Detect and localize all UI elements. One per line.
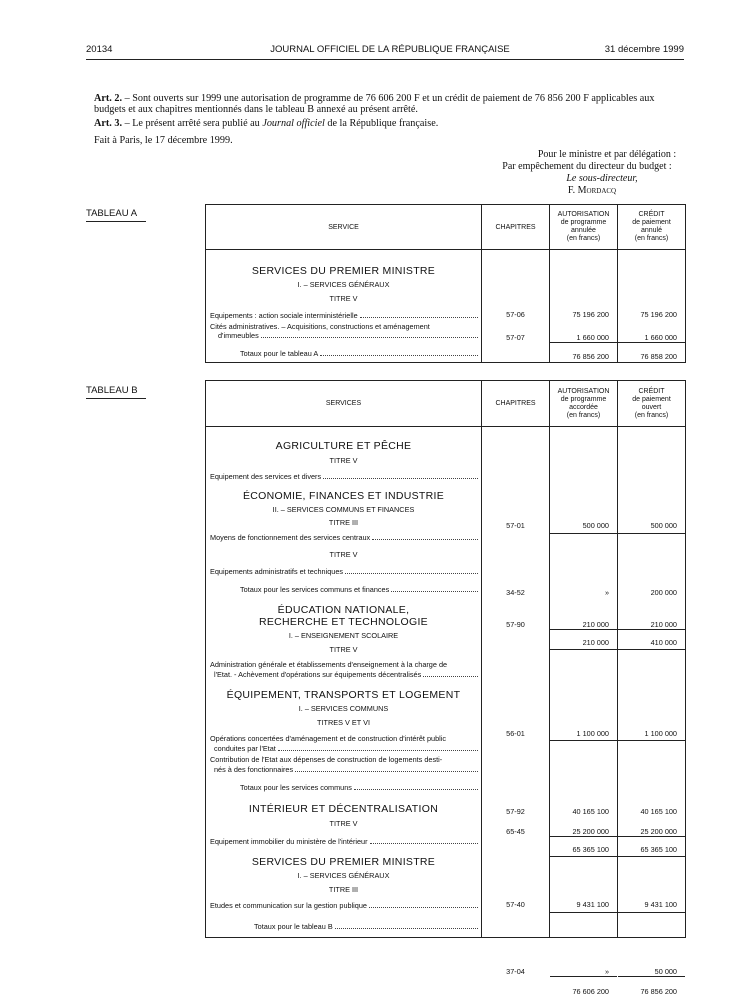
section-title: SERVICES DU PREMIER MINISTRE [251,856,436,868]
subsection-title: II. – SERVICES COMMUNS ET FINANCES [272,505,415,514]
table-row [206,755,481,764]
section-rule [550,856,617,857]
credit-h1: CRÉDIT [638,387,665,395]
autorisation-h1: AUTORISATION [557,211,610,218]
journal-title: JOURNAL OFFICIEL DE LA RÉPUBLIQUE FRANÇAISE [270,44,510,55]
section-rule [550,740,617,741]
table-row [206,565,481,576]
chapitre-cell: 56-01 [506,729,525,738]
row-label: Moyens de fonctionnement des services centraux [210,533,371,542]
section-title [206,604,481,628]
art3-label: Art. 3. [94,118,123,129]
tableau-b-label: TABLEAU B [86,385,138,396]
row-label-2: conduites par l'Etat [214,744,276,753]
titre-label: TITRE III [328,885,359,894]
col-autorisation-header [550,205,618,250]
col-services-header: SERVICES [206,381,482,427]
signature-block [470,149,704,197]
table-row [206,734,481,743]
autorisation-h3: annulée [571,227,596,234]
col-chapitres-header: CHAPITRES [482,381,550,427]
article-3 [94,118,686,129]
col-autorisation-header [550,381,618,427]
art2-label: Art. 2. [94,93,123,104]
autorisation-cell: 25 200 000 [550,827,617,837]
autorisation-cell: 210 000 [550,620,617,630]
chapitre-cell: 34-52 [506,588,525,597]
section-rule [618,912,685,913]
titre-label: TITRE V [329,294,358,303]
col-service-header: SERVICE [206,205,482,250]
autorisation-cell: 40 165 100 [572,807,609,816]
credit-cell: 500 000 [650,521,677,530]
total-credit: 76 856 200 [640,987,677,996]
autorisation-cell: 1 660 000 [550,322,617,343]
total-row [206,344,481,358]
chapitre-cell: 57-90 [506,620,525,629]
table-row [206,660,481,669]
tableau-a-header [206,205,686,250]
credit-h3: annulé [640,227,663,234]
credit-cell: 75 196 200 [640,310,677,319]
section-rule [618,533,685,534]
autorisation-h2: de programme [560,219,607,226]
credit-h1: CRÉDIT [638,211,665,218]
col-chapitres-header: CHAPITRES [482,205,550,250]
table-row [206,309,481,320]
titre-label: TITRE III [328,518,359,527]
section-title: ÉCONOMIE, FINANCES ET INDUSTRIE [242,490,445,502]
total-credit: 76 858 200 [640,352,677,361]
autorisation-h1: AUTORISATION [557,387,610,395]
titre-label: TITRE V [329,819,358,828]
chapitre-cell: 57-06 [506,310,525,319]
art3-text-a: – Le présent arrêté sera publié au [122,118,263,129]
total-autorisation: 76 856 200 [572,352,609,361]
credit-h4: (en francs) [634,235,669,242]
autorisation-h4: (en francs) [566,411,601,419]
credit-cell: 210 000 [618,620,685,630]
chapitre-cell: 57-01 [506,521,525,530]
signature-line-3: Le sous-directeur, [566,173,638,184]
total-label: Totaux pour le tableau A [240,349,319,358]
total-autorisation: 210 000 [582,638,609,647]
credit-cell: 1 100 000 [644,729,677,738]
subsection-title: I. – SERVICES GÉNÉRAUX [297,871,390,880]
row-label-cont [206,764,481,774]
chapitre-cell: 37-04 [506,967,525,976]
done-at: Fait à Paris, le 17 décembre 1999. [94,135,233,146]
row-label: Etudes et communication sur la gestion publique [210,901,367,910]
page-number: 20134 [86,44,113,55]
art3-journal: Journal officiel [262,118,325,129]
signature-line-4: F. Mordacq [567,185,617,196]
section-title: ÉQUIPEMENT, TRANSPORTS ET LOGEMENT [226,689,461,701]
section-title-2: RECHERCHE ET TECHNOLOGIE [258,616,428,628]
autorisation-h4: (en francs) [566,235,601,242]
row-label: Equipement immobilier du ministère de l'intérieur [210,837,368,846]
autorisation-cell: 9 431 100 [576,900,609,909]
col-credit-header [618,381,686,427]
autorisation-cell: 1 100 000 [576,729,609,738]
titre-label: TITRES V ET VI [317,718,370,727]
chapitre-cell: 65-45 [506,827,525,836]
section-rule [550,649,617,650]
tableau-a-body [206,250,686,363]
tableau-a-label-rule [86,221,146,222]
total-label: Totaux pour le tableau B [254,922,333,931]
row-label-cont [206,743,481,753]
credit-h2: de paiement [632,219,671,226]
total-autorisation: 65 365 100 [572,845,609,854]
section-rule [618,856,685,857]
table-row [206,899,481,910]
total-credit: 65 365 100 [640,845,677,854]
titre-label: TITRE V [329,550,358,559]
row-label: Opérations concertées d'aménagement et de construction d'intérêt public [210,734,447,743]
issue-date: 31 décembre 1999 [604,44,684,55]
row-label-2: d'immeubles [218,331,259,340]
credit-h3: ouvert [641,403,662,411]
tableau-b-body [206,427,686,938]
autorisation-cell: 500 000 [582,521,609,530]
section-title-1: ÉDUCATION NATIONALE, [277,604,410,616]
section-rule [618,740,685,741]
col-credit-header [618,205,686,250]
section-rule [618,649,685,650]
section-rule [550,533,617,534]
credit-cell: 200 000 [650,588,677,597]
credit-cell: 1 660 000 [618,322,685,343]
tableau-a [205,204,686,363]
chapitre-cell: 57-92 [506,807,525,816]
section-title: AGRICULTURE ET PÊCHE [275,440,412,452]
art3-text-b: de la République française. [324,118,439,129]
tableau-b-header [206,381,686,427]
row-label-cont [206,669,481,679]
table-row [206,835,481,846]
total-credit: 410 000 [650,638,677,647]
art2-text: – Sont ouverts sur 1999 une autorisation de programme de 76 606 200 F et un crédit de paiement de 76 856 200 F applicables aux [122,93,655,104]
section-rule [550,912,617,913]
article-2 [94,93,686,115]
total-row [206,581,481,594]
row-label: Equipement des services et divers [210,472,322,481]
total-row [206,779,481,792]
autorisation-cell: » [604,588,609,597]
chapitre-cell: 57-40 [506,900,525,909]
chapitre-cell: 57-07 [506,333,525,342]
table-row [206,531,481,542]
total-autorisation: 76 606 200 [572,987,609,996]
row-label-2: l'Etat. - Achèvement d'opérations sur équipements décentralisés [214,670,422,679]
total-row [206,917,481,931]
credit-h2: de paiement [632,395,671,403]
credit-h4: (en francs) [634,411,669,419]
table-row [206,322,481,331]
row-label: Cités administratives. – Acquisitions, constructions et aménagement [210,322,430,331]
table-row [206,470,481,481]
row-label: Administration générale et établissements d'enseignement à la charge de [210,660,448,669]
titre-label: TITRE V [329,456,358,465]
subsection-title: I. – ENSEIGNEMENT SCOLAIRE [288,631,399,640]
section-title: SERVICES DU PREMIER MINISTRE [251,265,436,277]
credit-cell: 9 431 100 [644,900,677,909]
signature-line-2: Par empêchement du directeur du budget : [502,161,672,172]
credit-cell: 50 000 [618,967,685,977]
row-label-cont [206,331,481,340]
tableau-b-label-rule [86,398,146,399]
autorisation-cell: 75 196 200 [572,310,609,319]
credit-cell: 25 200 000 [618,827,685,837]
row-label: Equipements : action sociale interministérielle [210,311,358,320]
total-label: Totaux pour les services communs [240,783,352,792]
subsection-title: I. – SERVICES COMMUNS [298,704,389,713]
header-rule [86,59,684,60]
row-label: Equipements administratifs et techniques [210,567,344,576]
section-title: INTÉRIEUR ET DÉCENTRALISATION [248,803,439,815]
tableau-a-label: TABLEAU A [86,208,138,219]
titre-label: TITRE V [329,645,358,654]
autorisation-h2: de programme [560,395,607,403]
autorisation-h3: accordée [569,403,598,411]
tableau-b [205,380,686,996]
art2-text-2: budgets et aux chapitres mentionnés dans le tableau B annexé au présent arrêté. [94,104,418,115]
credit-cell: 40 165 100 [640,807,677,816]
autorisation-cell: » [550,967,617,977]
total-label: Totaux pour les services communs et finances [240,585,390,594]
signature-line-1: Pour le ministre et par délégation : [537,149,677,160]
row-label-2: nés à des fonctionnaires [214,765,294,774]
subsection-title: I. – SERVICES GÉNÉRAUX [297,280,390,289]
row-label: Contribution de l'Etat aux dépenses de construction de logements desti- [210,755,443,764]
